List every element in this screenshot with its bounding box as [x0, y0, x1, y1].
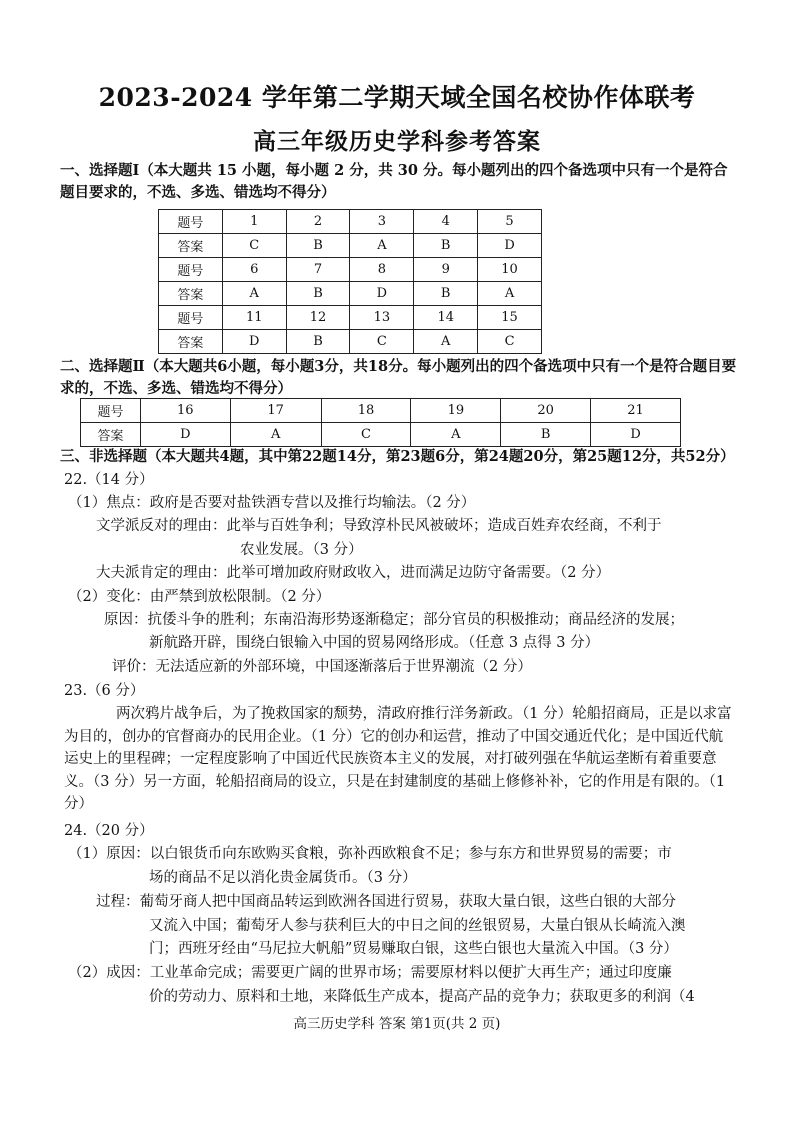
table-cell: D — [591, 423, 681, 447]
table-row-header: 答案 — [159, 282, 223, 306]
q22-label: 22.（14 分） — [64, 472, 154, 488]
section2-heading: 二、选择题Ⅱ（本大题共6小题，每小题3分，共18分。每小题列出的四个备选项中只有一个是符合题目要求的，不选、多选、错选均不得分） — [60, 358, 737, 397]
table-cell: 5 — [478, 210, 542, 234]
table-cell: 11 — [222, 306, 286, 330]
table-cell: 17 — [230, 399, 321, 423]
table-cell: B — [501, 423, 591, 447]
table-cell: A — [414, 330, 478, 354]
q22-line: 新航路开辟，围绕白银输入中国的贸易网络形成。（任意 3 点得 3 分） — [149, 635, 600, 651]
q24-line: 价的劳动力、原料和土地，来降低生产成本，提高产品的竞争力；获取更多的利润（4 — [149, 989, 695, 1005]
section1-answer-table — [158, 209, 542, 354]
table-row — [159, 306, 542, 330]
table-row-header: 答案 — [159, 234, 223, 258]
table-cell: 15 — [478, 306, 542, 330]
table-cell: 20 — [501, 399, 591, 423]
q24-line: （1）原因：以白银货币向东欧购买食粮，弥补西欧粮食不足；参与东方和世界贸易的需要；市 — [68, 846, 672, 862]
exam-title: 2023-2024 学年第二学期天域全国名校协作体联考 — [98, 83, 696, 112]
table-cell: A — [478, 282, 542, 306]
table-cell: C — [350, 330, 414, 354]
table-cell: D — [350, 282, 414, 306]
table-cell: 6 — [222, 258, 286, 282]
table-row-header: 题号 — [159, 210, 223, 234]
table-cell: 13 — [350, 306, 414, 330]
q23-label: 23.（6 分） — [64, 683, 145, 699]
q24-line: 过程：葡萄牙商人把中国商品转运到欧洲各国进行贸易，获取大量白银，这些白银的大部分 — [96, 894, 676, 910]
table-cell: D — [140, 423, 230, 447]
table-row — [159, 210, 542, 234]
table-row — [159, 234, 542, 258]
table-cell: B — [286, 234, 350, 258]
table-cell: 7 — [286, 258, 350, 282]
table-cell: A — [350, 234, 414, 258]
section2-answer-table — [80, 398, 681, 447]
q22-line: 文学派反对的理由：此举与百姓争利；导致淳朴民风被破坏；造成百姓弃农经商，不利于 — [96, 518, 662, 534]
table-cell: 16 — [140, 399, 230, 423]
q24-label: 24.（20 分） — [64, 823, 154, 839]
table-cell: A — [230, 423, 321, 447]
q24-line: 场的商品不足以消化贵金属货币。（3 分） — [149, 870, 417, 886]
table-cell: C — [222, 234, 286, 258]
exam-subtitle: 高三年级历史学科参考答案 — [253, 128, 541, 155]
table-cell: 18 — [321, 399, 411, 423]
table-cell: 3 — [350, 210, 414, 234]
table-cell: 2 — [286, 210, 350, 234]
q22-line: （1）焦点：政府是否要对盐铁酒专营以及推行均输法。（2 分） — [68, 495, 476, 511]
section3-heading: 三、非选择题（本大题共4题，其中第22题14分，第23题6分，第24题20分，第25题12分，共52分） — [60, 448, 735, 465]
q22-line: 大夫派肯定的理由：此举可增加政府财政收入，进而满足边防守备需要。（2 分） — [96, 565, 611, 581]
table-cell: C — [478, 330, 542, 354]
section1-heading: 一、选择题Ⅰ（本大题共 15 小题，每小题 2 分，共 30 分。每小题列出的四个备选项中只有一个是符合题目要求的，不选、多选、错选均不得分） — [60, 162, 728, 201]
table-cell: 21 — [591, 399, 681, 423]
table-row — [159, 330, 542, 354]
q24-line: （2）成因：工业革命完成；需要更广阔的世界市场；需要原材料以便扩大再生产；通过印度廉 — [68, 965, 672, 981]
table-cell: C — [321, 423, 411, 447]
table-row-header: 答案 — [159, 330, 223, 354]
table-cell: 9 — [414, 258, 478, 282]
table-cell: A — [411, 423, 501, 447]
table-cell: 8 — [350, 258, 414, 282]
table-cell: D — [478, 234, 542, 258]
q22-line: （2）变化：由严禁到放松限制。（2 分） — [68, 589, 331, 605]
table-row-header: 题号 — [159, 306, 223, 330]
table-row — [81, 423, 681, 447]
table-cell: 19 — [411, 399, 501, 423]
table-cell: B — [414, 234, 478, 258]
q22-line: 原因：抗倭斗争的胜利；东南沿海形势逐渐稳定；部分官员的积极推动；商品经济的发展； — [104, 612, 684, 628]
table-cell: A — [222, 282, 286, 306]
table-cell: 14 — [414, 306, 478, 330]
table-cell: B — [286, 282, 350, 306]
table-row-header: 题号 — [81, 399, 141, 423]
table-cell: D — [222, 330, 286, 354]
table-row — [159, 282, 542, 306]
table-cell: 10 — [478, 258, 542, 282]
table-cell: 12 — [286, 306, 350, 330]
table-cell: 4 — [414, 210, 478, 234]
page-footer: 高三历史学科 答案 第1页(共 2 页) — [293, 1016, 501, 1032]
q22-line: 农业发展。（3 分） — [240, 542, 363, 558]
table-cell: B — [414, 282, 478, 306]
table-row — [159, 258, 542, 282]
table-row-header: 答案 — [81, 423, 141, 447]
q24-line: 门；西班牙经由“马尼拉大帆船”贸易赚取白银，这些白银也大量流入中国。（3 分） — [149, 941, 678, 957]
q22-line: 评价：无法适应新的外部环境，中国逐渐落后于世界潮流（2 分） — [112, 659, 532, 675]
q24-line: 又流入中国；葡萄牙人参与获利巨大的中日之间的丝银贸易，大量白银从长崎流入澳 — [149, 918, 686, 934]
table-row — [81, 399, 681, 423]
table-cell: B — [286, 330, 350, 354]
table-cell: 1 — [222, 210, 286, 234]
table-row-header: 题号 — [159, 258, 223, 282]
q23-answer: 两次鸦片战争后，为了挽救国家的颓势，清政府推行洋务新政。（1 分）轮船招商局，正是以求富为目的，创办的官督商办的民用企业。（1 分）它的创办和运营，推动了中国交通近代化；是中国近代航运史上的里程碑；一定程度影响了中国近代民族资本主义的发展，对打破列强在华航运垄断有着重要意义。（3 分）另一方面，轮船招商局的设立，只是在封建制度的基础上修修补补，它的作用是有限的。（1 分） — [64, 706, 732, 812]
